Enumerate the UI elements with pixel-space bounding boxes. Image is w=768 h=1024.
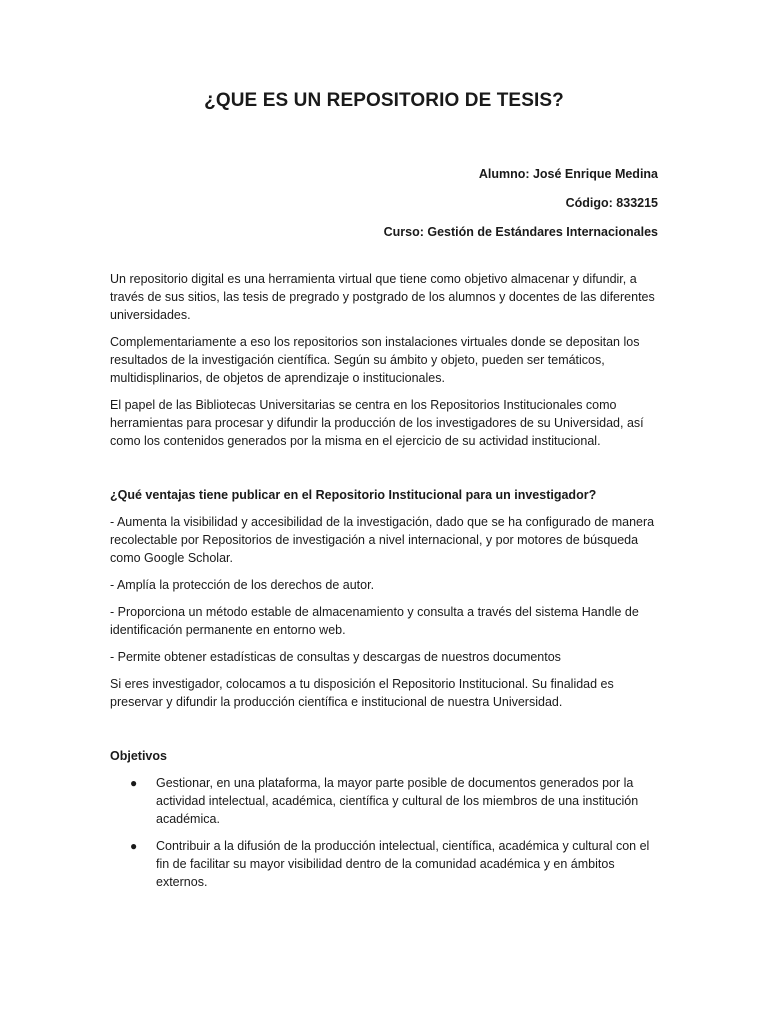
student-code: Código: 833215 <box>565 196 658 210</box>
list-item <box>110 774 662 828</box>
student-name: Alumno: José Enrique Medina <box>478 167 658 181</box>
objetivo-text-1: Gestionar, en una plataforma, la mayor parte posible de documentos generados por la actividad intelectual, académica, científica y cultural de los miembros de una institución académica. <box>156 776 639 826</box>
author-info <box>384 160 658 247</box>
ventaja-item-3: - Proporciona un método estable de almacenamiento y consulta a través del sistema Handle de identificación permanente en entorno web. <box>110 605 639 637</box>
ventajas-heading: ¿Qué ventajas tiene publicar en el Repositorio Institucional para un investigador? <box>110 488 597 502</box>
ventaja-item-4: - Permite obtener estadísticas de consultas y descargas de nuestros documentos <box>110 650 561 664</box>
intro-paragraph-2: Complementariamente a eso los repositorios son instalaciones virtuales donde se depositan los resultados de la investigación científica. Según su ámbito y objeto, pueden ser temáticos, multidisplinarios, de objetos de aprendizaje o institucionales. <box>110 335 640 385</box>
intro-paragraph-3: El papel de las Bibliotecas Universitarias se centra en los Repositorios Institucionales como herramientas para procesar y difundir la producción de los investigadores de su Universidad, así como los contenidos generados por la misma en el ejercicio de su actividad institucional. <box>110 398 644 448</box>
objetivo-text-2: Contribuir a la difusión de la producción intelectual, científica, académica y cultural con el fin de facilitar su mayor visibilidad dentro de la comunidad académica y en ámbitos externos. <box>156 839 650 889</box>
list-item <box>110 837 662 891</box>
bullet-icon: ● <box>130 839 138 853</box>
intro-paragraph-1: Un repositorio digital es una herramienta virtual que tiene como objetivo almacenar y difundir, a través de sus sitios, las tesis de pregrado y postgrado de los alumnos y docentes de las diferentes universidades. <box>110 272 655 322</box>
ventajas-closing: Si eres investigador, colocamos a tu disposición el Repositorio Institucional. Su finalidad es preservar y difundir la producción científica e institucional de nuestra Universidad. <box>110 677 614 709</box>
course-name: Curso: Gestión de Estándares Internacionales <box>383 225 658 239</box>
ventaja-item-1: - Aumenta la visibilidad y accesibilidad de la investigación, dado que se ha configurado de manera recolectable por Repositorios de investigación a nivel internacional, y por motores de búsqueda como Google Scholar. <box>110 515 655 565</box>
bullet-icon: ● <box>130 776 138 790</box>
objetivos-heading: Objetivos <box>110 749 167 763</box>
ventaja-item-2: - Amplía la protección de los derechos de autor. <box>110 578 375 592</box>
document-body <box>110 270 662 900</box>
objetivos-list <box>110 774 662 891</box>
document-title: ¿QUE ES UN REPOSITORIO DE TESIS? <box>204 90 564 111</box>
